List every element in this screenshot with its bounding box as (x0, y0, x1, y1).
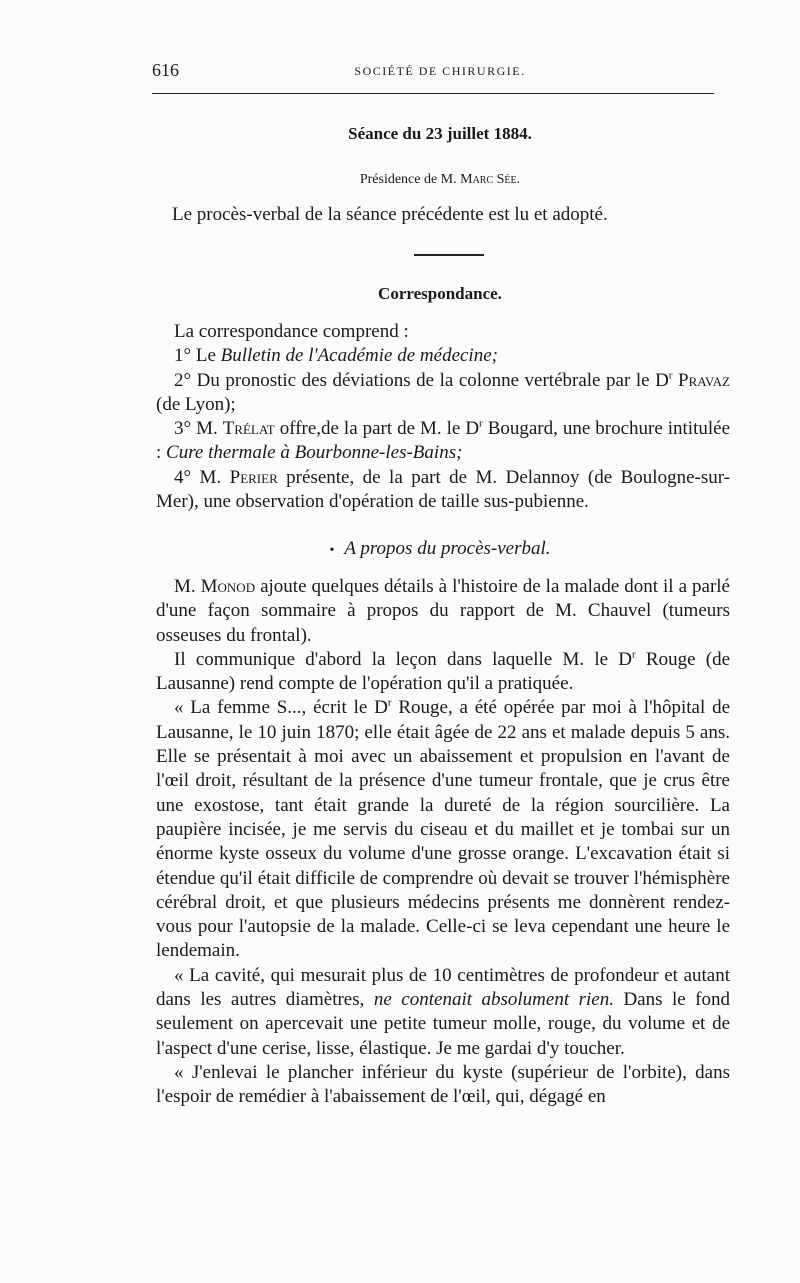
item-title: Cure thermale à Bourbonne-les-Bains; (166, 442, 463, 464)
correspondence-item-3 (156, 417, 730, 466)
paragraph-1 (156, 575, 730, 648)
minutes-section-title: A propos du procès-verbal. (344, 538, 551, 559)
item-text: 3° M. (174, 418, 223, 440)
paragraph-text: M. (174, 576, 201, 597)
item-text: Bougard, une brochure intitulée : (156, 418, 730, 464)
superscript: r (632, 648, 636, 661)
item-text: 1° Le (174, 345, 221, 367)
header-rule (152, 93, 714, 94)
item-text: offre,de la part de M. le D (274, 418, 480, 440)
paragraph-text: Rouge (de Lausanne) rend compte de l'opération qu'il a pratiquée. (156, 648, 731, 695)
author-name: Pravaz (678, 369, 731, 391)
emphasized-text: ne contenait absolument rien. (373, 989, 614, 1011)
item-text: (de Lyon); (156, 393, 236, 415)
correspondence-item-1 (156, 344, 730, 368)
paragraph-5: « J'enlevai le plancher inférieur du kyste (supérieur de l'orbite), dans l'espoir de remédier à l'abaissement de l'œil, qui, dégagé en (156, 1061, 730, 1108)
superscript: r (668, 369, 673, 382)
superscript: r (479, 417, 483, 430)
journal-title: SOCIÉTÉ DE CHIRURGIE. (354, 64, 526, 78)
running-head (152, 58, 728, 88)
correspondence-body (156, 320, 730, 514)
minutes-section-body (156, 575, 730, 1110)
paragraph-text: « La femme S..., écrit le D (174, 697, 388, 719)
correspondence-heading: Correspondance. (378, 284, 502, 303)
paragraph-text: Dans le fond seulement on apercevait une petite tumeur molle, rouge, du volume et de l'aspect d'une cerise, lisse, élastique. Je me gardai d'y toucher. (156, 989, 731, 1059)
section-divider (414, 254, 484, 256)
author-name: Monod (200, 576, 256, 597)
president-name: Marc Sée (460, 172, 517, 187)
paragraph-3 (156, 696, 730, 963)
correspondence-item-2 (156, 369, 730, 418)
presidency-prefix: Présidence de M. (359, 172, 461, 187)
item-title: Bulletin de l'Académie de médecine; (220, 345, 498, 367)
author-name: Perier (229, 466, 278, 488)
paragraph-text: ajoute quelques détails à l'histoire de la malade dont il a parlé d'une façon sommaire à propos du rapport de M. Chauvel (tumeurs osseuses du frontal). (156, 576, 730, 646)
author-name: Trélat (222, 418, 275, 440)
paragraph-2 (156, 648, 730, 697)
paragraph-text: Il communique d'abord la leçon dans laquelle M. le D (174, 648, 632, 670)
item-text: 4° M. (174, 466, 230, 488)
bullet-dot: • (329, 543, 335, 558)
superscript: r (387, 697, 392, 710)
paragraph-text: Rouge, a été opérée par moi à l'hôpital de Lausanne, le 10 juin 1870; elle était âgée de 22 ans et malade depuis 5 ans. Elle se présentait à moi avec un abaissement et propulsion en l'avant de l'œil droit, résultant de la présence d'une tumeur frontale, que je crus être une exostose, tant était grande la dureté de la région sourcilière. La paupière incisée, je me servis du ciseau et du maillet et je tombai sur un énorme kyste osseux du volume d'une grosse orange. L'excavation était si étendue qu'il était difficile de comprendre où devait se trouver l'hémisphère cérébral droit, et que plusieurs médecins présents me donnèrent rendez-vous pour l'autopsie de la malade. Celle-ci se leva cependant une heure le lendemain. (156, 697, 731, 962)
minutes-adopted: Le procès-verbal de la séance précédente est lu et adopté. (172, 204, 608, 225)
item-text: 2° Du pronostic des déviations de la colonne vertébrale par le D (174, 369, 669, 391)
presidency-line (152, 172, 728, 188)
correspondence-intro: La correspondance comprend : (174, 321, 409, 342)
session-title: Séance du 23 juillet 1884. (348, 124, 532, 143)
page-number: 616 (152, 60, 179, 80)
paragraph-text: « La cavité, qui mesurait plus de 10 centimètres de profondeur et autant dans les autres diamètres, (156, 964, 730, 1011)
presidency-suffix: . (516, 172, 521, 187)
item-text: présente, de la part de M. Delannoy (de Boulogne-sur-Mer), une observation d'opération de taille sus-pubienne. (156, 466, 730, 513)
minutes-section-heading (152, 538, 728, 560)
paragraph-4 (156, 964, 730, 1061)
correspondence-item-4 (156, 466, 730, 515)
